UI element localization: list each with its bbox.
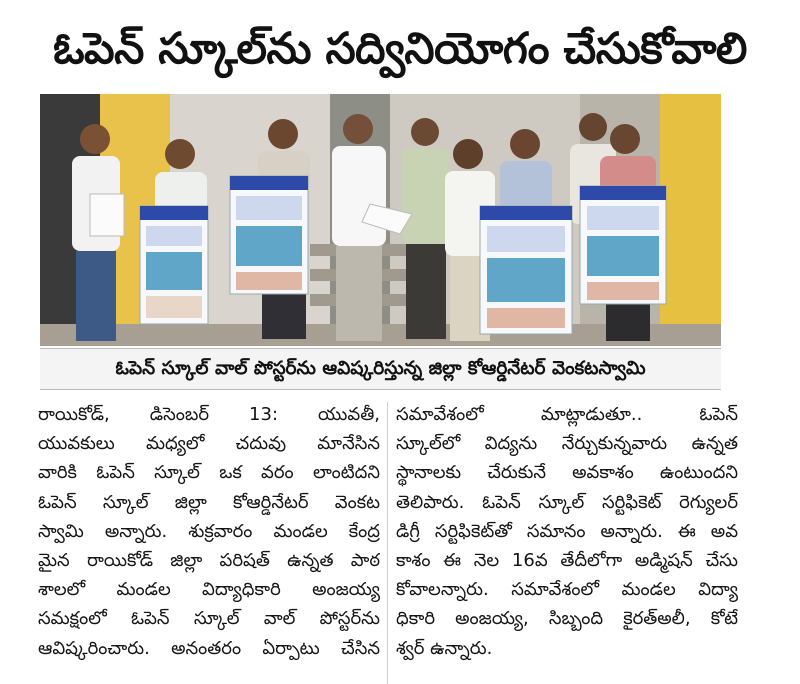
- article-line: కోవాలన్నారు. సమావేశంలో మండల విద్యా: [396, 579, 738, 601]
- article-line: మైన రాయికోడ్ జిల్లా పరిషత్ ఉన్నత పాఠ: [38, 549, 380, 571]
- article-line: స్కూల్‌లో విద్యను నేర్చుకున్నవారు ఉన్నత: [396, 433, 738, 455]
- article-line: డిగ్రీ సర్టిఫికెట్‌తో సమానం అన్నారు. ఈ అవ: [396, 520, 738, 542]
- article-line: స్థానాలకు చేరుకునే అవకాశం ఉంటుందని: [396, 462, 738, 484]
- article-column-left: [38, 400, 380, 663]
- article-line: ఓపెన్ స్కూల్ జిల్లా కోఆర్డినేటర్ వెంకట: [38, 491, 380, 513]
- article-line: యువకులు మధ్యలో చదువు మానేసిన: [38, 433, 380, 455]
- article-line: సమావేశంలో మాట్లాడుతూ.. ఓపెన్: [396, 404, 738, 425]
- news-photo: [40, 94, 721, 346]
- article-line: ఆవిష్కరించారు. అనంతరం ఏర్పాటు చేసిన: [38, 637, 380, 659]
- article-line: శాలలో మండల విద్యాధికారి అంజయ్య: [38, 579, 380, 601]
- photo-caption: ఓపెన్ స్కూల్ వాల్ పోస్టర్‌ను ఆవిష్కరిస్తున్న జిల్లా కోఆర్డినేటర్ వెంకటస్వామి: [40, 348, 721, 390]
- headline: ఓపెన్ స్కూల్‌ను సద్వినియోగం చేసుకోవాలి: [53, 24, 747, 74]
- article-line: తెలిపారు. ఓపెన్ స్కూల్ సర్టిఫికెట్ రెగ్యులర్: [396, 491, 738, 513]
- article-column-right: [396, 400, 738, 663]
- column-divider: [387, 402, 388, 684]
- article-line: కాశం ఈ నెల 16వ తేదీలోగా అడ్మిషన్ చేసు: [396, 549, 738, 571]
- article-line: స్వామి అన్నారు. శుక్రవారం మండల కేంద్ర: [38, 520, 380, 542]
- article-line: సమక్షంలో ఓపెన్ స్కూల్ వాల్ పోస్టర్‌ను: [38, 608, 380, 630]
- article-line: ధికారి అంజయ్య, సిబ్బంది కైరత్‌అలీ, కోటే: [396, 608, 738, 630]
- photo-illustration: [40, 94, 721, 346]
- article-line: శ్వర్ ఉన్నారు.: [396, 637, 493, 659]
- article-line: వారికి ఓపెన్ స్కూల్ ఒక వరం లాంటిదని: [38, 462, 380, 484]
- article-line: రాయికోడ్, డిసెంబర్ 13: యువతీ,: [38, 404, 380, 425]
